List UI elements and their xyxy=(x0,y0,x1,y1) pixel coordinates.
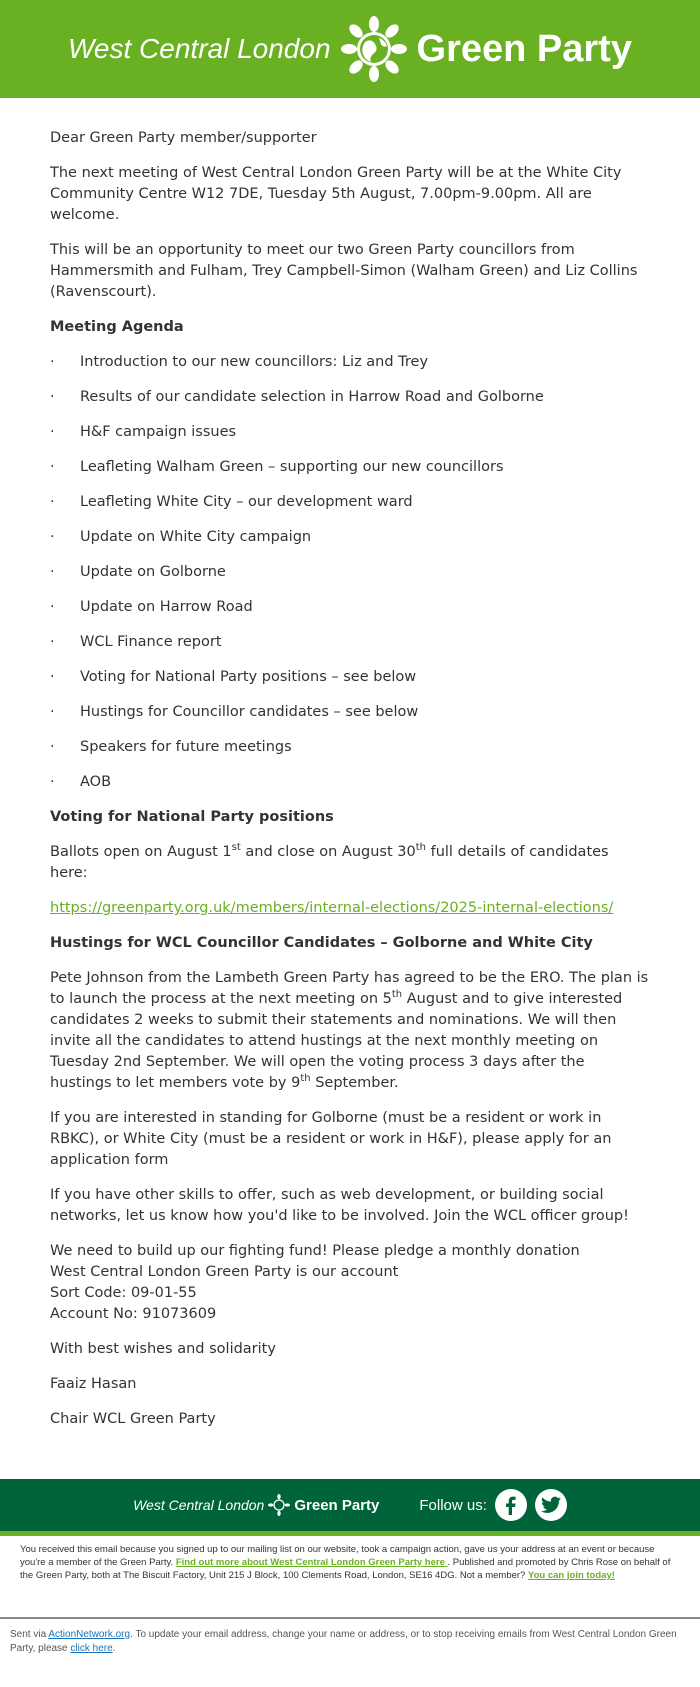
internal-elections-link[interactable]: https://greenparty.org.uk/members/internal-elections/2025-internal-elections/ xyxy=(50,900,614,916)
voting-heading: Voting for National Party positions xyxy=(50,809,334,825)
agenda-item: AOB xyxy=(80,774,112,790)
agenda-item: Hustings for Councillor candidates – see below xyxy=(80,704,419,720)
bullet: · xyxy=(50,599,55,615)
hustings-paragraph xyxy=(50,968,650,1094)
councillors-paragraph: This will be an opportunity to meet our two Green Party councillors from Hammersmith and Fulham, Trey Campbell-Simon (Walham Green) and Liz Collins (Ravenscourt). xyxy=(50,242,638,300)
follow-label: Follow us: xyxy=(419,1496,487,1514)
twitter-icon[interactable] xyxy=(535,1489,567,1521)
fund-line: We need to build up our fighting fund! Please pledge a monthly donation xyxy=(50,1243,580,1259)
bullet: · xyxy=(50,529,55,545)
signoff: With best wishes and solidarity xyxy=(50,1341,276,1357)
bullet: · xyxy=(50,424,55,440)
ballots-text-a: Ballots open on August 1 xyxy=(50,844,232,860)
signature-role: Chair WCL Green Party xyxy=(50,1411,216,1427)
hustings-text-a: Pete Johnson from the Lambeth Green Party has agreed to be the ERO. The plan is to launch the process at the next meeting on 5 xyxy=(50,970,649,1007)
legal-text-b: . Published and promoted by Chris Rose on behalf of the Green Party, both at The Biscuit Factory, Unit 215 J Block, 100 Clements Road, London, SE16 4DG. Not a member? xyxy=(20,1557,671,1581)
ballots-sup-2: th xyxy=(415,842,426,854)
footer-sunflower-icon xyxy=(268,1494,290,1516)
interest-paragraph: If you are interested in standing for Golborne (must be a resident or work in RBKC), or White City (must be a resident or work in H&F), please apply for an application form xyxy=(50,1110,612,1168)
signature-name: Faaiz Hasan xyxy=(50,1376,137,1392)
sent-via-text-b: . To update your email address, change your name or address, or to stop receiving emails from West Central London Green Party, please xyxy=(10,1629,677,1654)
bullet: · xyxy=(50,564,55,580)
fund-account-name: West Central London Green Party is our account xyxy=(50,1264,399,1280)
fund-account-number: Account No: 91073609 xyxy=(50,1306,217,1322)
footer-brand-left: West Central London xyxy=(133,1497,265,1513)
sent-via-text-a: Sent via xyxy=(10,1629,49,1640)
sent-via-notice xyxy=(10,1628,690,1656)
agenda-item: Results of our candidate selection in Harrow Road and Golborne xyxy=(80,389,544,405)
bullet: · xyxy=(50,669,55,685)
list-item xyxy=(50,387,650,408)
list-item xyxy=(50,422,650,443)
list-item xyxy=(50,667,650,688)
bullet: · xyxy=(50,389,55,405)
fund-sort-code: Sort Code: 09-01-55 xyxy=(50,1285,197,1301)
divider xyxy=(0,1617,700,1619)
email-header xyxy=(0,0,700,98)
email-body xyxy=(0,98,700,1430)
legal-notice xyxy=(20,1543,680,1582)
header-right-text: Green Party xyxy=(416,27,632,70)
follow-us xyxy=(419,1489,567,1521)
about-wcl-link[interactable]: Find out more about West Central London Green Party here xyxy=(175,1557,448,1568)
bullet: · xyxy=(50,774,55,790)
legal-text-a: You received this email because you signed up to our mailing list on our website, took a campaign action, gave us your address at an event or because you're a member of the Green Party. xyxy=(20,1544,655,1568)
hustings-text-b: August and to give interested candidates 2 weeks to submit their statements and nominations. We will then invite all the candidates to attend hustings at the next monthly meeting on Tuesday 2nd September. We will open the voting process 3 days after the hustings to let members vote by 9 xyxy=(50,991,623,1091)
agenda-item: Update on Harrow Road xyxy=(80,599,253,615)
list-item xyxy=(50,702,650,723)
footer-brand-right: Green Party xyxy=(294,1496,380,1514)
hustings-sup-2: th xyxy=(300,1073,311,1085)
bullet: · xyxy=(50,459,55,475)
list-item xyxy=(50,632,650,653)
facebook-icon[interactable] xyxy=(495,1489,527,1521)
agenda-item: Leafleting White City – our development ward xyxy=(80,494,413,510)
agenda-item: Update on Golborne xyxy=(80,564,226,580)
agenda-item: Speakers for future meetings xyxy=(80,739,292,755)
list-item xyxy=(50,352,650,373)
fund-paragraph xyxy=(50,1241,650,1325)
agenda-item: Voting for National Party positions – see below xyxy=(80,669,417,685)
bullet: · xyxy=(50,704,55,720)
bullet: · xyxy=(50,494,55,510)
list-item xyxy=(50,457,650,478)
hustings-text-c: September. xyxy=(310,1075,399,1091)
sent-via-text-c: . xyxy=(112,1643,116,1654)
agenda-heading: Meeting Agenda xyxy=(50,319,184,335)
ballots-text-b: and close on August 30 xyxy=(240,844,416,860)
ballots-text-c: full details of candidates here: xyxy=(50,844,609,881)
unsubscribe-link[interactable]: click here xyxy=(70,1643,113,1654)
agenda-item: Update on White City campaign xyxy=(80,529,312,545)
greeting: Dear Green Party member/supporter xyxy=(50,130,317,146)
list-item xyxy=(50,772,650,793)
skills-paragraph: If you have other skills to offer, such as web development, or building social networks, let us know how you'd like to be involved. Join the WCL officer group! xyxy=(50,1187,629,1224)
join-link[interactable]: You can join today! xyxy=(527,1570,615,1581)
header-left-text: West Central London xyxy=(68,33,331,64)
actionnetwork-link[interactable]: ActionNetwork.org xyxy=(48,1629,131,1640)
footer-brand xyxy=(133,1494,379,1516)
bullet: · xyxy=(50,739,55,755)
ballots-paragraph xyxy=(50,842,650,884)
hustings-sup-1: th xyxy=(391,989,403,1001)
green-party-sunflower-icon xyxy=(341,16,407,82)
list-item xyxy=(50,737,650,758)
bullet: · xyxy=(50,354,55,370)
ballots-sup-1: st xyxy=(231,842,241,854)
agenda-item: H&F campaign issues xyxy=(80,424,237,440)
agenda-list xyxy=(50,352,650,793)
list-item xyxy=(50,562,650,583)
list-item xyxy=(50,597,650,618)
agenda-item: Introduction to our new councillors: Liz and Trey xyxy=(80,354,429,370)
agenda-item: Leafleting Walham Green – supporting our new councillors xyxy=(80,459,504,475)
meeting-paragraph: The next meeting of West Central London Green Party will be at the White City Community Centre W12 7DE, Tuesday 5th August, 7.00pm-9.00pm. All are welcome. xyxy=(50,165,622,223)
list-item xyxy=(50,492,650,513)
hustings-heading: Hustings for WCL Councillor Candidates – Golborne and White City xyxy=(50,935,593,951)
footer-bar xyxy=(0,1479,700,1531)
list-item xyxy=(50,527,650,548)
agenda-item: WCL Finance report xyxy=(80,634,222,650)
bullet: · xyxy=(50,634,55,650)
